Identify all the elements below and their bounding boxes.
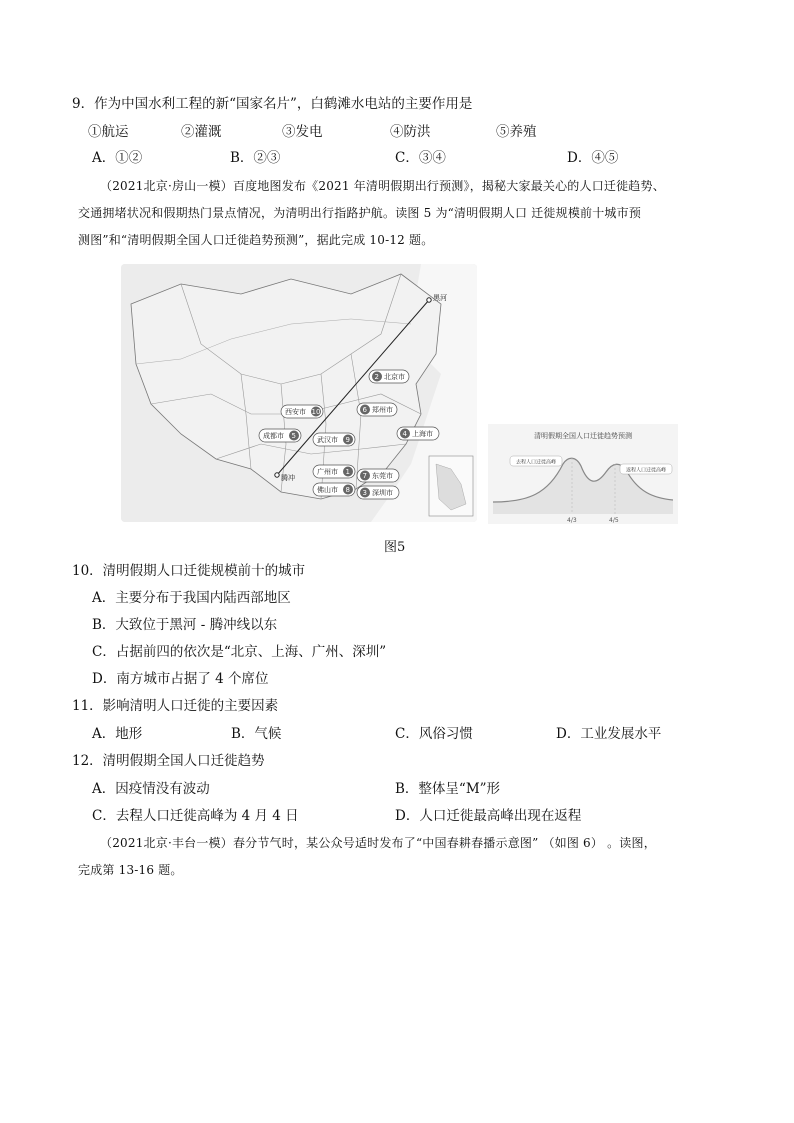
trend-tick-1: 4/3: [567, 517, 577, 524]
q9-option-a: A．①②: [92, 150, 143, 166]
q10-stem: 10．清明假期人口迁徙规模前十的城市: [72, 563, 306, 579]
city-badge-shenzhen: [357, 486, 399, 499]
q12-stem: 12．清明假期全国人口迁徙趋势: [72, 753, 265, 769]
svg-text:成都市: 成都市: [263, 432, 284, 440]
trend-peak1-label: 去程人口迁徙高峰: [515, 459, 557, 466]
q9-option-b: B．②③: [230, 150, 281, 166]
city-badge-wuhan: [313, 433, 355, 446]
svg-text:3: 3: [362, 489, 367, 497]
svg-text:5: 5: [291, 432, 296, 440]
svg-text:东莞市: 东莞市: [372, 472, 393, 480]
city-badge-shanghai: [397, 427, 439, 440]
q9-option-c: C．③④: [395, 150, 446, 166]
passage1-line1: （2021北京·房山一模）百度地图发布《2021 年清明假期出行预测》，揭秘大家最关心的人口迁徙趋势、: [100, 179, 665, 193]
migration-trend-chart: [488, 424, 678, 524]
q11-option-b: B．气候: [231, 726, 282, 742]
svg-text:深圳市: 深圳市: [372, 489, 393, 497]
svg-text:9: 9: [345, 436, 350, 444]
svg-text:6: 6: [362, 406, 367, 414]
city-badge-xian: [281, 405, 323, 418]
q12-option-a: A．因疫情没有波动: [92, 781, 210, 797]
q9-item: ③发电: [282, 124, 323, 140]
trend-title: 清明假期全国人口迁徙趋势预测: [534, 432, 632, 440]
q11-stem: 11．影响清明人口迁徙的主要因素: [72, 698, 279, 714]
city-badge-chengdu: [259, 429, 301, 442]
trend-svg: [488, 424, 678, 524]
endpoint-tengchong: 腾冲: [281, 474, 295, 482]
endpoint-heihe: 黑河: [433, 294, 447, 302]
passage1-line3: 测图”和“清明假期全国人口迁徙趋势预测”，据此完成 10-12 题。: [78, 233, 434, 247]
city-badge-beijing: [369, 370, 409, 383]
svg-text:7: 7: [362, 472, 367, 480]
q11-option-c: C．风俗习惯: [395, 726, 473, 742]
figure-caption: 图5: [384, 540, 406, 555]
map-svg: [121, 264, 477, 522]
q12-option-c: C．去程人口迁徙高峰为 4 月 4 日: [92, 808, 299, 824]
passage2-line2: 完成第 13-16 题。: [78, 863, 183, 877]
passage2-line1: （2021北京·丰台一模）春分节气时，某公众号适时发布了“中国春耕春播示意图” （如图 6） 。读图，: [100, 836, 656, 850]
svg-text:广州市: 广州市: [317, 468, 338, 476]
city-badge-guangzhou: [313, 465, 355, 478]
q10-option-d: D．南方城市占据了 4 个席位: [92, 671, 269, 687]
q10-option-b: B．大致位于黑河 - 腾冲线以东: [92, 617, 278, 633]
q12-option-d: D．人口迁徙最高峰出现在返程: [395, 808, 582, 824]
svg-text:西安市: 西安市: [285, 408, 306, 416]
city-badge-foshan: [313, 483, 355, 496]
city-badge-zhengzhou: [357, 403, 397, 416]
q10-option-c: C．占据前四的依次是“北京、上海、广州、深圳”: [92, 644, 387, 660]
passage1-line2: 交通拥堵状况和假期热门景点情况，为清明出行指路护航。读图 5 为“清明假期人口 迁徙规模前十城市预: [78, 206, 642, 220]
svg-text:北京市: 北京市: [384, 373, 405, 381]
q9-option-d: D．④⑤: [567, 150, 619, 166]
svg-text:郑州市: 郑州市: [372, 406, 393, 414]
q11-option-a: A．地形: [92, 726, 143, 742]
q9-stem: 9．作为中国水利工程的新“国家名片”，白鹤滩水电站的主要作用是: [72, 96, 473, 112]
svg-text:佛山市: 佛山市: [317, 486, 338, 494]
q10-option-a: A．主要分布于我国内陆西部地区: [92, 590, 291, 606]
svg-text:1: 1: [345, 468, 350, 476]
svg-text:4: 4: [402, 430, 407, 438]
q9-item: ⑤养殖: [496, 124, 537, 140]
svg-text:10: 10: [311, 408, 321, 416]
trend-peak2-label: 返程人口迁徙高峰: [625, 467, 667, 474]
q9-item: ②灌溉: [181, 124, 222, 140]
svg-text:8: 8: [345, 486, 350, 494]
trend-tick-2: 4/5: [609, 517, 619, 524]
q9-item: ①航运: [88, 124, 129, 140]
svg-text:上海市: 上海市: [412, 430, 433, 438]
q12-option-b: B．整体呈“M”形: [395, 781, 501, 797]
svg-text:2: 2: [374, 373, 379, 381]
china-migration-map: [121, 264, 477, 522]
q9-item: ④防洪: [390, 124, 431, 140]
svg-text:武汉市: 武汉市: [317, 436, 338, 444]
city-badge-dongguan: [357, 469, 399, 482]
q11-option-d: D．工业发展水平: [556, 726, 662, 742]
